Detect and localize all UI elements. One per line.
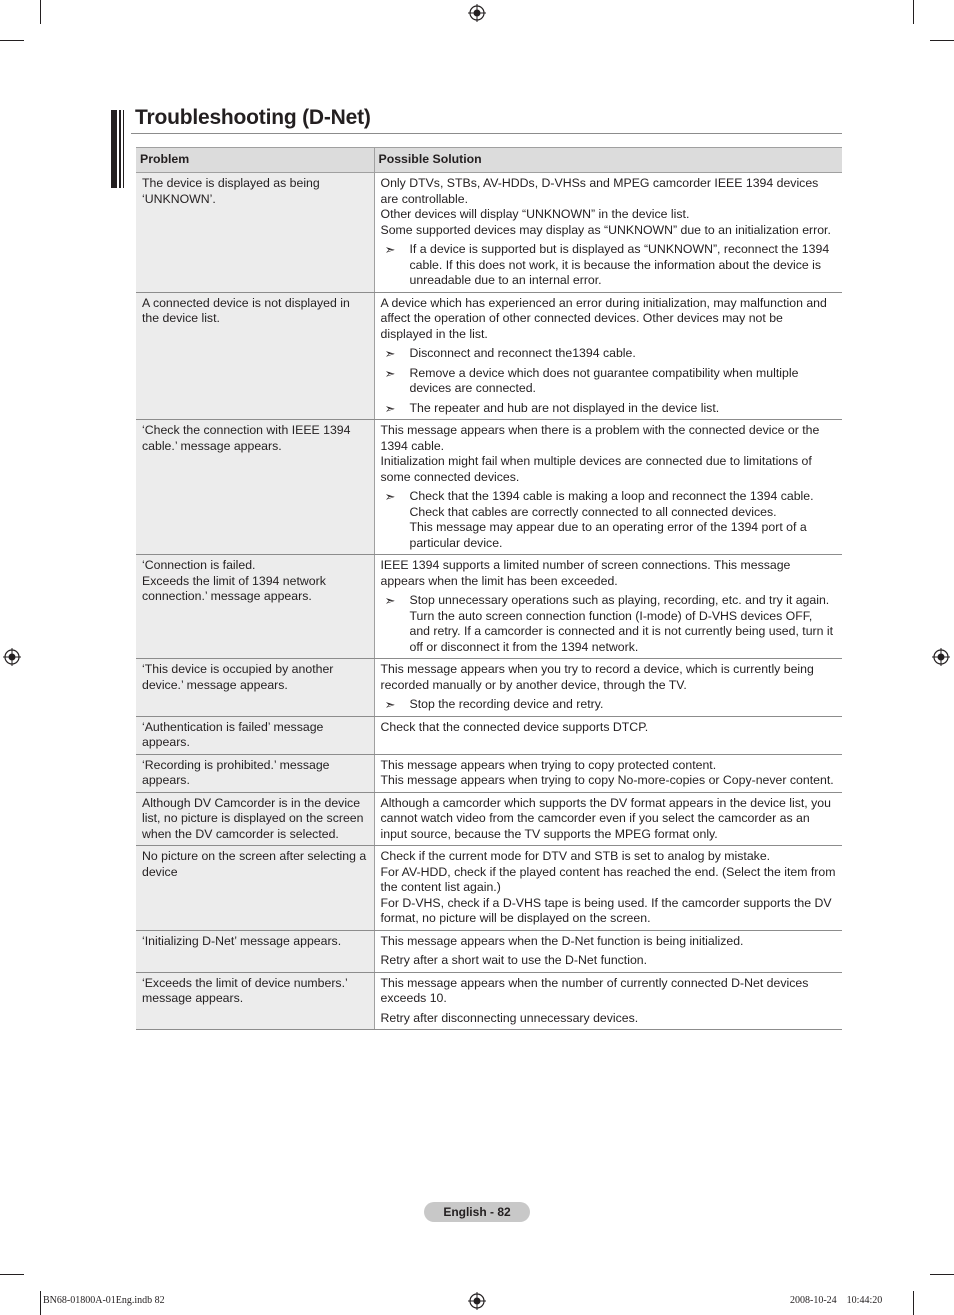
note-arrow-icon: ➣ — [384, 489, 396, 504]
table-row — [136, 659, 842, 717]
solution-cell — [374, 930, 842, 972]
table-row — [136, 754, 842, 792]
problem-cell — [136, 846, 374, 931]
solution-cell — [374, 420, 842, 555]
note-item — [381, 346, 837, 362]
problem-cell — [136, 292, 374, 420]
solution-text: Retry after disconnecting unnecessary devices. — [380, 1010, 639, 1025]
solution-cell — [374, 846, 842, 931]
solution-cell — [374, 972, 842, 1030]
note-item — [381, 366, 837, 397]
crop-mark — [930, 40, 954, 41]
note-arrow-icon: ➣ — [384, 400, 396, 416]
solution-text: Retry after a short wait to use the D-Net function. — [380, 953, 648, 967]
table-row — [136, 846, 842, 931]
note-arrow-icon: ➣ — [384, 346, 396, 361]
problem-text: No picture on the screen after selecting a device — [142, 849, 367, 879]
note-item — [381, 697, 837, 713]
solution-text: This message appears when the D-Net function is being initialized. — [380, 933, 744, 948]
solution-cell — [374, 659, 842, 717]
solution-text: A device which has experienced an error during initialization, may malfunction and affect the operation of other connected devices. Other devices may not be displayed in the list. — [380, 295, 827, 341]
problem-cell — [136, 930, 374, 972]
problem-text: The device is displayed as being ‘UNKNOWN’. — [142, 176, 320, 206]
note-text: The repeater and hub are not displayed in the device list. — [409, 400, 720, 415]
registration-mark-icon — [468, 1292, 486, 1310]
registration-mark-icon — [3, 648, 21, 666]
note-text: Remove a device which does not guarantee compatibility when multiple devices are connected. — [409, 365, 799, 395]
problem-text: ‘Authentication is failed’ message appears. — [142, 719, 324, 749]
note-arrow-icon: ➣ — [384, 242, 396, 257]
solution-text: This message appears when trying to copy protected content. This message appears when trying to copy No-more-copies or Copy-never content. — [380, 757, 834, 787]
solution-text: IEEE 1394 supports a limited number of screen connections. This message appears when the limit has been exceeded. — [380, 558, 791, 588]
problem-cell — [136, 754, 374, 792]
problem-text: A connected device is not displayed in the device list. — [142, 295, 350, 325]
crop-mark — [40, 0, 41, 24]
note-item — [381, 593, 837, 655]
registration-mark-icon — [932, 648, 950, 666]
solution-text: This message appears when the number of currently connected D-Net devices exceeds 10. — [380, 975, 809, 1005]
solution-cell — [374, 754, 842, 792]
note-arrow-icon: ➣ — [384, 365, 396, 381]
table-row — [136, 292, 842, 420]
troubleshooting-table — [136, 147, 842, 1030]
title-divider — [131, 133, 842, 134]
note-text: Disconnect and reconnect the1394 cable. — [409, 346, 636, 360]
crop-mark — [930, 1274, 954, 1275]
problem-text: ‘Exceeds the limit of device numbers.’ message appears. — [142, 975, 348, 1005]
solution-text: Check if the current mode for DTV and STB is set to analog by mistake. For AV-HDD, check if the played content has reached the end. (Select the item from the content list again.) For D-VHS, check if a D-VHS tape is being used. If the camcorder supports the DV format, no picture will be displayed on the screen. — [380, 849, 836, 925]
note-item — [381, 489, 837, 551]
crop-mark — [913, 0, 914, 24]
solution-text: This message appears when there is a problem with the connected device or the 1394 cable. Initialization might fail when multiple devices are connected due to limitations of some connected devices. — [380, 423, 820, 484]
solution-cell — [374, 792, 842, 846]
title-accent-bar — [111, 110, 125, 188]
solution-text: Check that the connected device supports DTCP. — [380, 719, 649, 734]
footer-file-info: BN68-01800A-01Eng.indb 82 — [43, 1295, 165, 1306]
problem-cell — [136, 555, 374, 659]
solution-cell — [374, 292, 842, 420]
table-row — [136, 972, 842, 1030]
registration-mark-icon — [468, 4, 486, 22]
problem-text: ‘Check the connection with IEEE 1394 cable.’ message appears. — [142, 423, 351, 453]
problem-text: ‘Recording is prohibited.’ message appears. — [142, 757, 330, 787]
note-text: Stop unnecessary operations such as playing, recording, etc. and try it again. Turn the auto screen connection function (I-mode) of D-VHS devices OFF, and retry. If a camcorder is connected and it is not currently being used, turn it off or disconnect it from the 1394 network. — [409, 593, 834, 654]
solution-cell — [374, 173, 842, 293]
table-row — [136, 555, 842, 659]
problem-cell — [136, 420, 374, 555]
page-number-badge: English - 82 — [424, 1202, 530, 1222]
crop-mark — [0, 1274, 24, 1275]
note-text: If a device is supported but is displayed as “UNKNOWN”, reconnect the 1394 cable. If this does not work, it is because the information about the device is unreadable due to an internal error. — [409, 242, 830, 287]
problem-cell — [136, 659, 374, 717]
crop-mark — [913, 1291, 914, 1315]
problem-text: ‘Initializing D-Net’ message appears. — [142, 933, 342, 948]
solution-cell — [374, 555, 842, 659]
solution-cell — [374, 716, 842, 754]
solution-text: Although a camcorder which supports the DV format appears in the device list, you cannot watch video from the camcorder even if you select the camcorder as an input source, because the TV supports the MPEG format only. — [380, 795, 831, 841]
note-arrow-icon: ➣ — [384, 593, 396, 608]
problem-text: Although DV Camcorder is in the device list, no picture is displayed on the screen when the DV camcorder is selected. — [142, 795, 364, 841]
table-body — [136, 173, 842, 1030]
solution-text: Only DTVs, STBs, AV-HDDs, D-VHSs and MPEG camcorder IEEE 1394 devices are controllable. Other devices will display “UNKNOWN” in the device list. Some supported devices may display as “UNKNOWN” due to an initialization error. — [380, 176, 831, 237]
problem-cell — [136, 716, 374, 754]
table-row — [136, 173, 842, 293]
crop-mark — [0, 40, 24, 41]
column-header-problem: Problem — [136, 148, 374, 173]
problem-cell — [136, 792, 374, 846]
note-item — [381, 242, 837, 289]
solution-text: This message appears when you try to record a device, which is currently being recorded manually or by another device, through the TV. — [380, 662, 814, 692]
note-text: Check that the 1394 cable is making a loop and reconnect the 1394 cable. Check that cables are correctly connected to all connected devices. This message may appear due to an operating error of the 1394 port of a particular device. — [409, 489, 814, 550]
table-row — [136, 930, 842, 972]
problem-cell — [136, 173, 374, 293]
column-header-solution: Possible Solution — [374, 148, 842, 173]
table-row — [136, 716, 842, 754]
page-title: Troubleshooting (D-Net) — [135, 106, 371, 129]
note-item — [381, 401, 837, 417]
table-row — [136, 792, 842, 846]
problem-text: ‘This device is occupied by another device.’ message appears. — [142, 662, 334, 692]
note-arrow-icon: ➣ — [384, 697, 396, 712]
note-text: Stop the recording device and retry. — [409, 697, 604, 711]
problem-cell — [136, 972, 374, 1030]
table-row — [136, 420, 842, 555]
table-header-row — [136, 148, 842, 173]
crop-mark — [40, 1291, 41, 1315]
problem-text: ‘Connection is failed. Exceeds the limit of 1394 network connection.’ message appears. — [142, 558, 326, 603]
footer-timestamp: 2008-10-24 10:44:20 — [790, 1295, 883, 1306]
